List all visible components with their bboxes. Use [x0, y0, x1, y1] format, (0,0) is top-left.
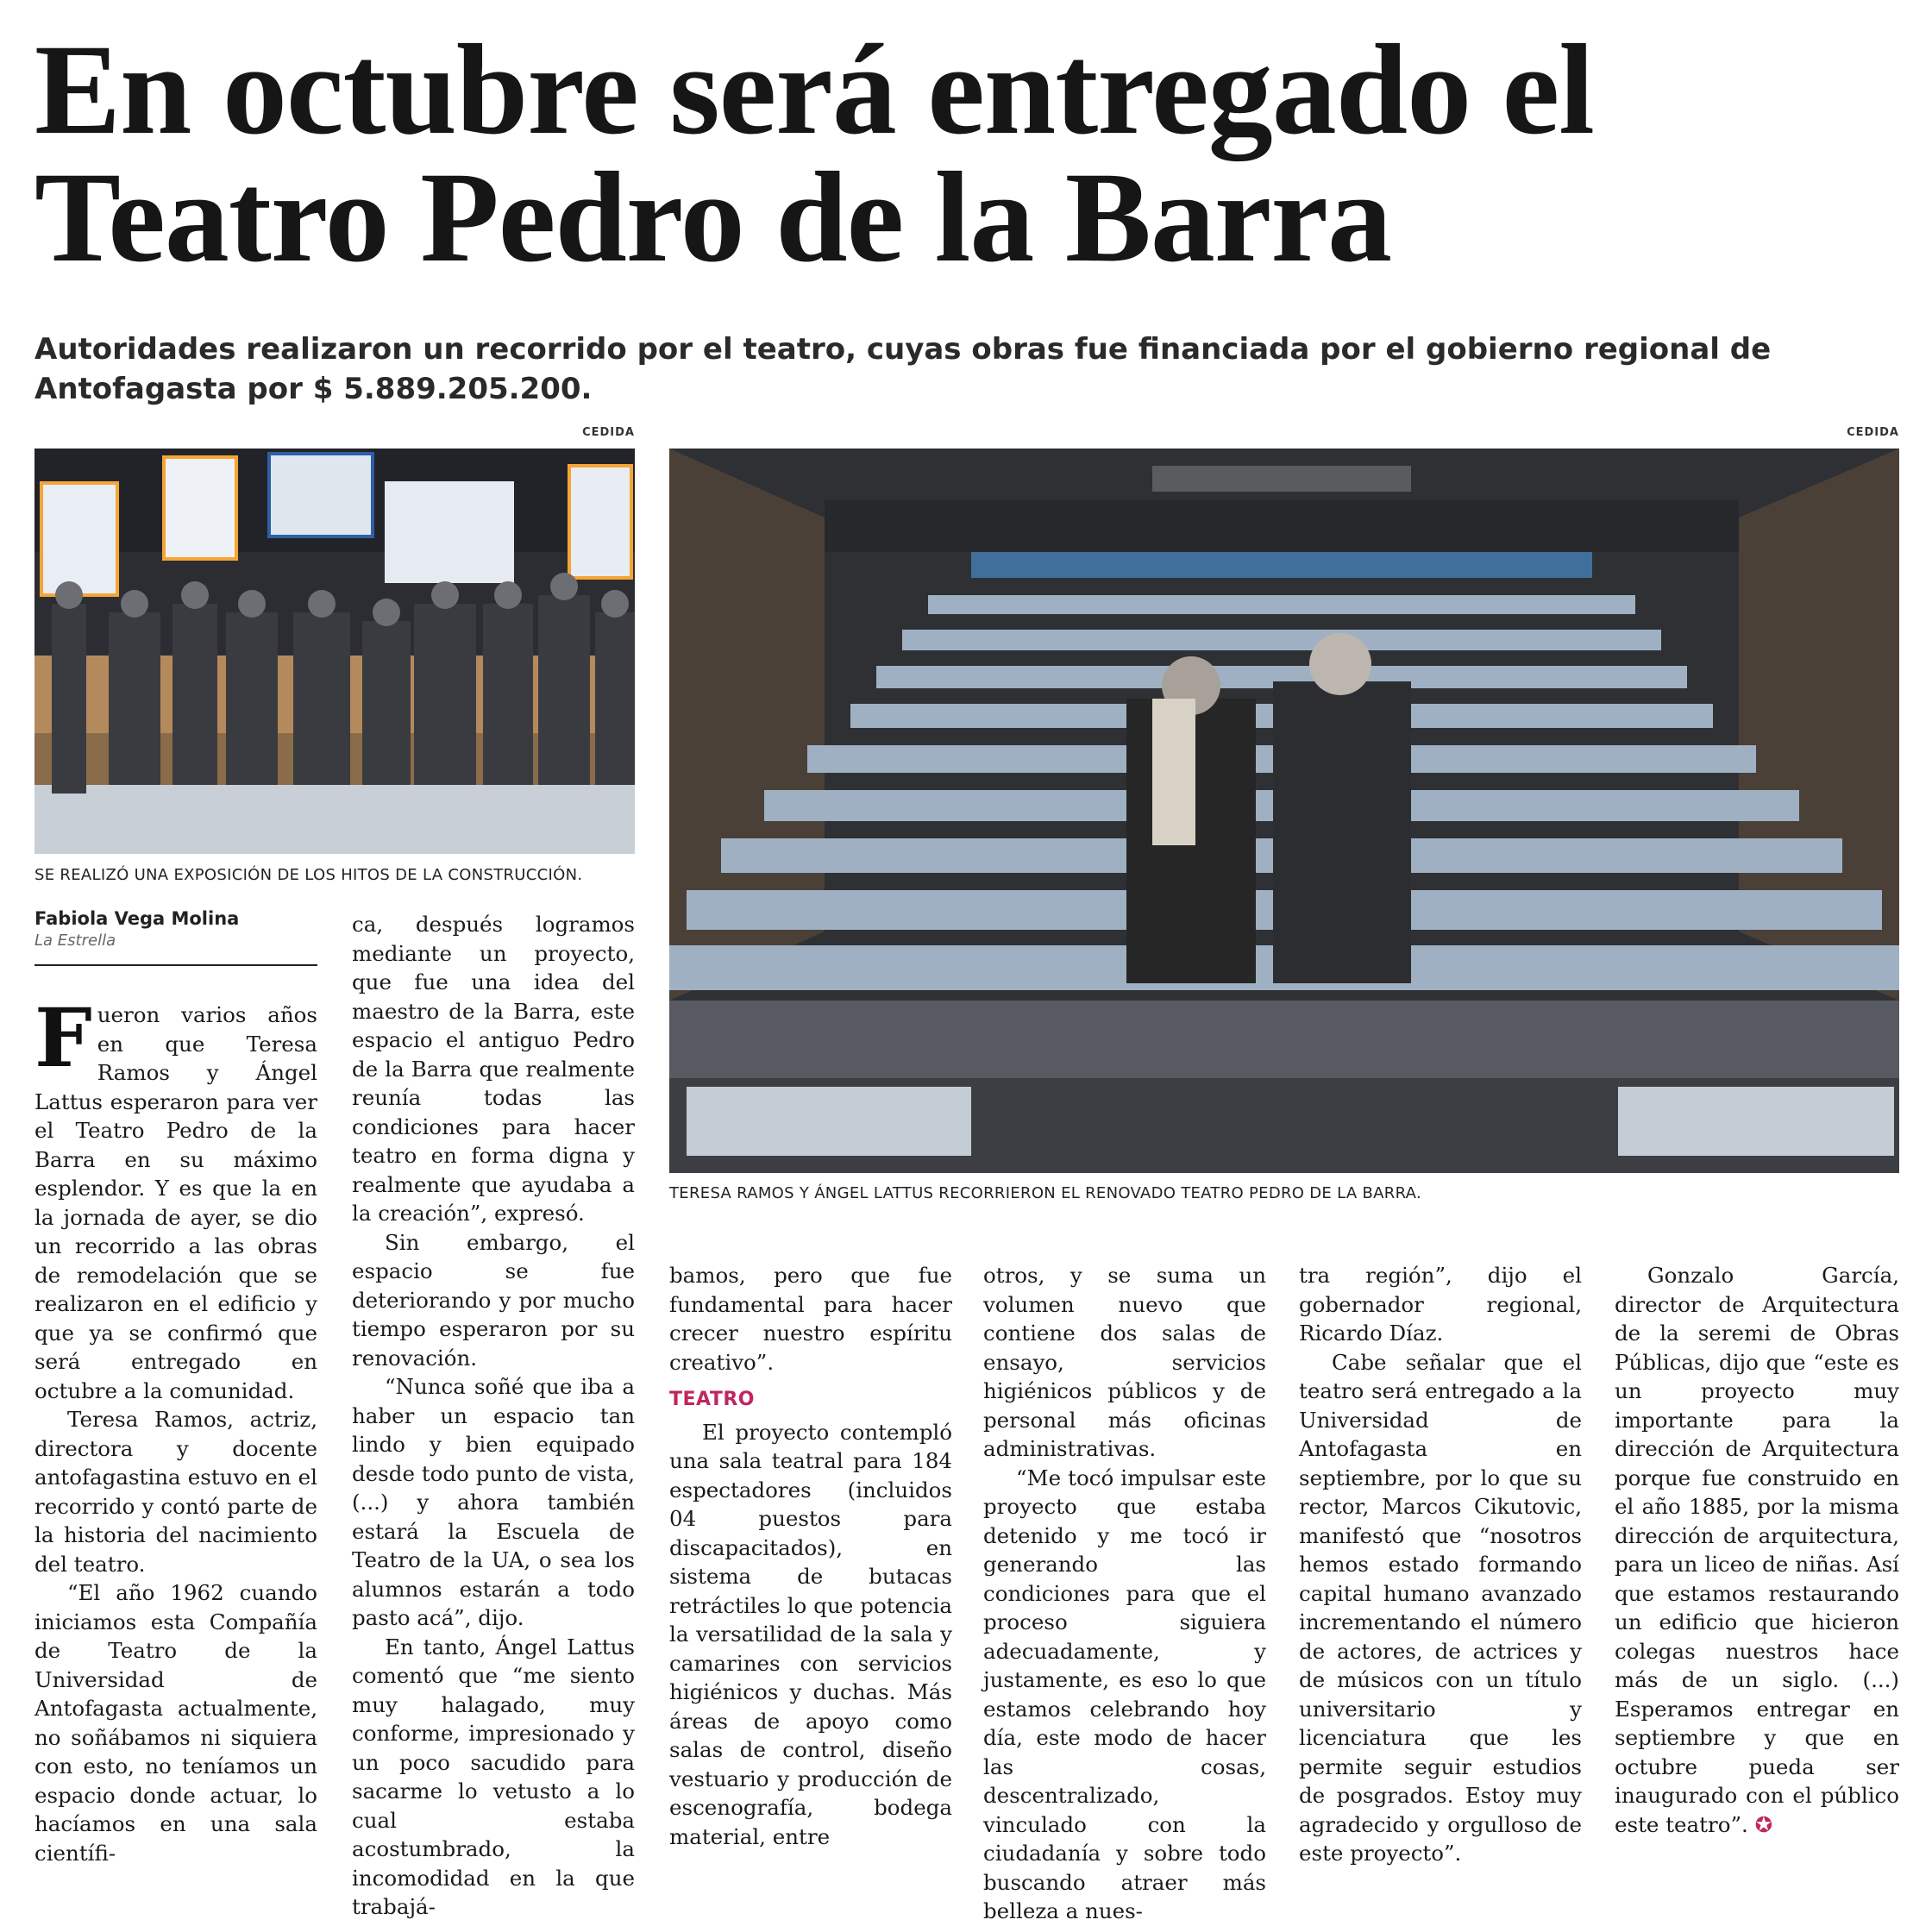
- paragraph: En tanto, Ángel Lattus comentó que “me siento muy halagado, muy conforme, impresionado y un poco sacudido para sacarme lo vetusto a lo cual estaba acostumbrado, la incomodidad en la que trabajá-: [352, 1634, 635, 1919]
- photo-caption-left: SE REALIZÓ UNA EXPOSICIÓN DE LOS HITOS DE LA CONSTRUCCIÓN.: [34, 866, 583, 884]
- section-heading: TEATRO: [669, 1389, 756, 1410]
- photo-credit-left: CEDIDA: [582, 426, 635, 439]
- article-column-4: [983, 1261, 1266, 1923]
- paragraph: El proyecto contempló una sala teatral para 184 espectadores (incluidos 04 puestos para discapacitados), en sistema de butacas retráctiles lo que potencia la versatilidad de la sala y camarines con servicios higiénicos y duchas. Más áreas de apoyo como salas de control, diseño vestuario y producción de escenografía, bodega material, entre: [669, 1419, 952, 1849]
- paragraph: ueron varios años en que Teresa Ramos y Ángel Lattus esperaron para ver el Teatro Pedro de la Barra en su máximo esplendor. Y es que la en la jornada de ayer, se dio un recorrido a las obras de remodelación que se realizaron en el edificio y que ya se confirmó que será entregado en octubre a la comunidad.: [34, 1002, 317, 1403]
- byline-author: Fabiola Vega Molina: [34, 908, 240, 929]
- article-column-3: [669, 1261, 952, 1849]
- paragraph: “Me tocó impulsar este proyecto que estaba detenido y me tocó ir generando las condiciones para que el proceso siguiera adecuadamente, y justamente, es eso lo que estamos celebrando hoy día, este modo de hacer las cosas, descentralizado, vinculado con la ciudadanía y sobre todo buscando atraer más belleza a nues-: [983, 1465, 1266, 1923]
- byline-source: La Estrella: [34, 932, 116, 950]
- paragraph: “El año 1962 cuando iniciamos esta Compañía de Teatro de la Universidad de Antofagasta actualmente, no soñábamos ni siquiera con esto, no teníamos un espacio donde actuar, lo hacíamos en una sala científi-: [34, 1580, 317, 1866]
- paragraph: ca, después logramos mediante un proyecto, que fue una idea del maestro de la Barra, este espacio el antiguo Pedro de la Barra que realmente reunía todas las condiciones para hacer teatro en forma digna y realmente que ayudaba a la creación”, expresó.: [352, 912, 635, 1226]
- subheadline: Autoridades realizaron un recorrido por el teatro, cuyas obras fue financiada por el gobierno regional de Antofagasta por $ 5.889.205.200.: [34, 332, 1772, 406]
- byline-divider: [34, 964, 317, 966]
- paragraph: tra región”, dijo el gobernador regional, Ricardo Díaz.: [1299, 1263, 1582, 1346]
- paragraph: Teresa Ramos, actriz, directora y docente antofagastina estuvo en el recorrido y contó parte de la historia del nacimiento del teatro.: [34, 1407, 317, 1577]
- paragraph: Cabe señalar que el teatro será entregado a la Universidad de Antofagasta en septiembre, por lo que su rector, Marcos Cikutovic, manifestó que “nosotros hemos estado formando capital humano avanzado incrementando el número de actores, de actrices y de músicos con un título universitario y licenciatura que les permite seguir estudios de posgrados. Estoy muy agradecido y orgulloso de este proyecto”.: [1299, 1349, 1582, 1866]
- article-column-1: [34, 991, 317, 1866]
- paragraph: [1615, 1261, 1899, 1839]
- photo-exhibition: [34, 449, 635, 854]
- photo-theatre: [669, 449, 1899, 1173]
- photo-caption-right: TERESA RAMOS Y ÁNGEL LATTUS RECORRIERON EL RENOVADO TEATRO PEDRO DE LA BARRA.: [669, 1184, 1421, 1202]
- headline: En octubre será entregado el Teatro Pedro de la Barra: [34, 18, 1594, 289]
- paragraph: Sin embargo, el espacio se fue deteriorando y por mucho tiempo esperaron por su renovación.: [352, 1229, 635, 1371]
- photo-credit-right: CEDIDA: [1847, 426, 1899, 439]
- paragraph-text: Gonzalo García, director de Arquitectura de la seremi de Obras Públicas, dijo que “este es un proyecto muy importante para la dirección de Arquitectura porque fue construido en el año 1885, por la misma dirección de arquitectura, para un liceo de niñas. Así que estamos restaurando un edificio que hicieron colegas nuestros hace más de un siglo. (...) Esperamos entregar en septiembre y que en octubre pueda ser inaugurado con el público este teatro”.: [1615, 1263, 1899, 1837]
- dropcap: F: [34, 991, 92, 1086]
- end-mark-icon: ✪: [1754, 1811, 1773, 1837]
- article-column-2: [352, 910, 635, 1919]
- paragraph: otros, y se suma un volumen nuevo que contiene dos salas de ensayo, servicios higiénicos públicos y de personal más oficinas administrativas.: [983, 1263, 1266, 1461]
- article-column-6: [1615, 1261, 1899, 1837]
- paragraph: bamos, pero que fue fundamental para hacer crecer nuestro espíritu creativo”.: [669, 1263, 952, 1375]
- article-column-5: [1299, 1261, 1582, 1866]
- paragraph: “Nunca soñé que iba a haber un espacio tan lindo y bien equipado desde todo punto de vista, (...) y ahora también estará la Escuela de Teatro de la UA, o sea los alumnos estarán a todo pasto acá”, dijo.: [352, 1374, 635, 1630]
